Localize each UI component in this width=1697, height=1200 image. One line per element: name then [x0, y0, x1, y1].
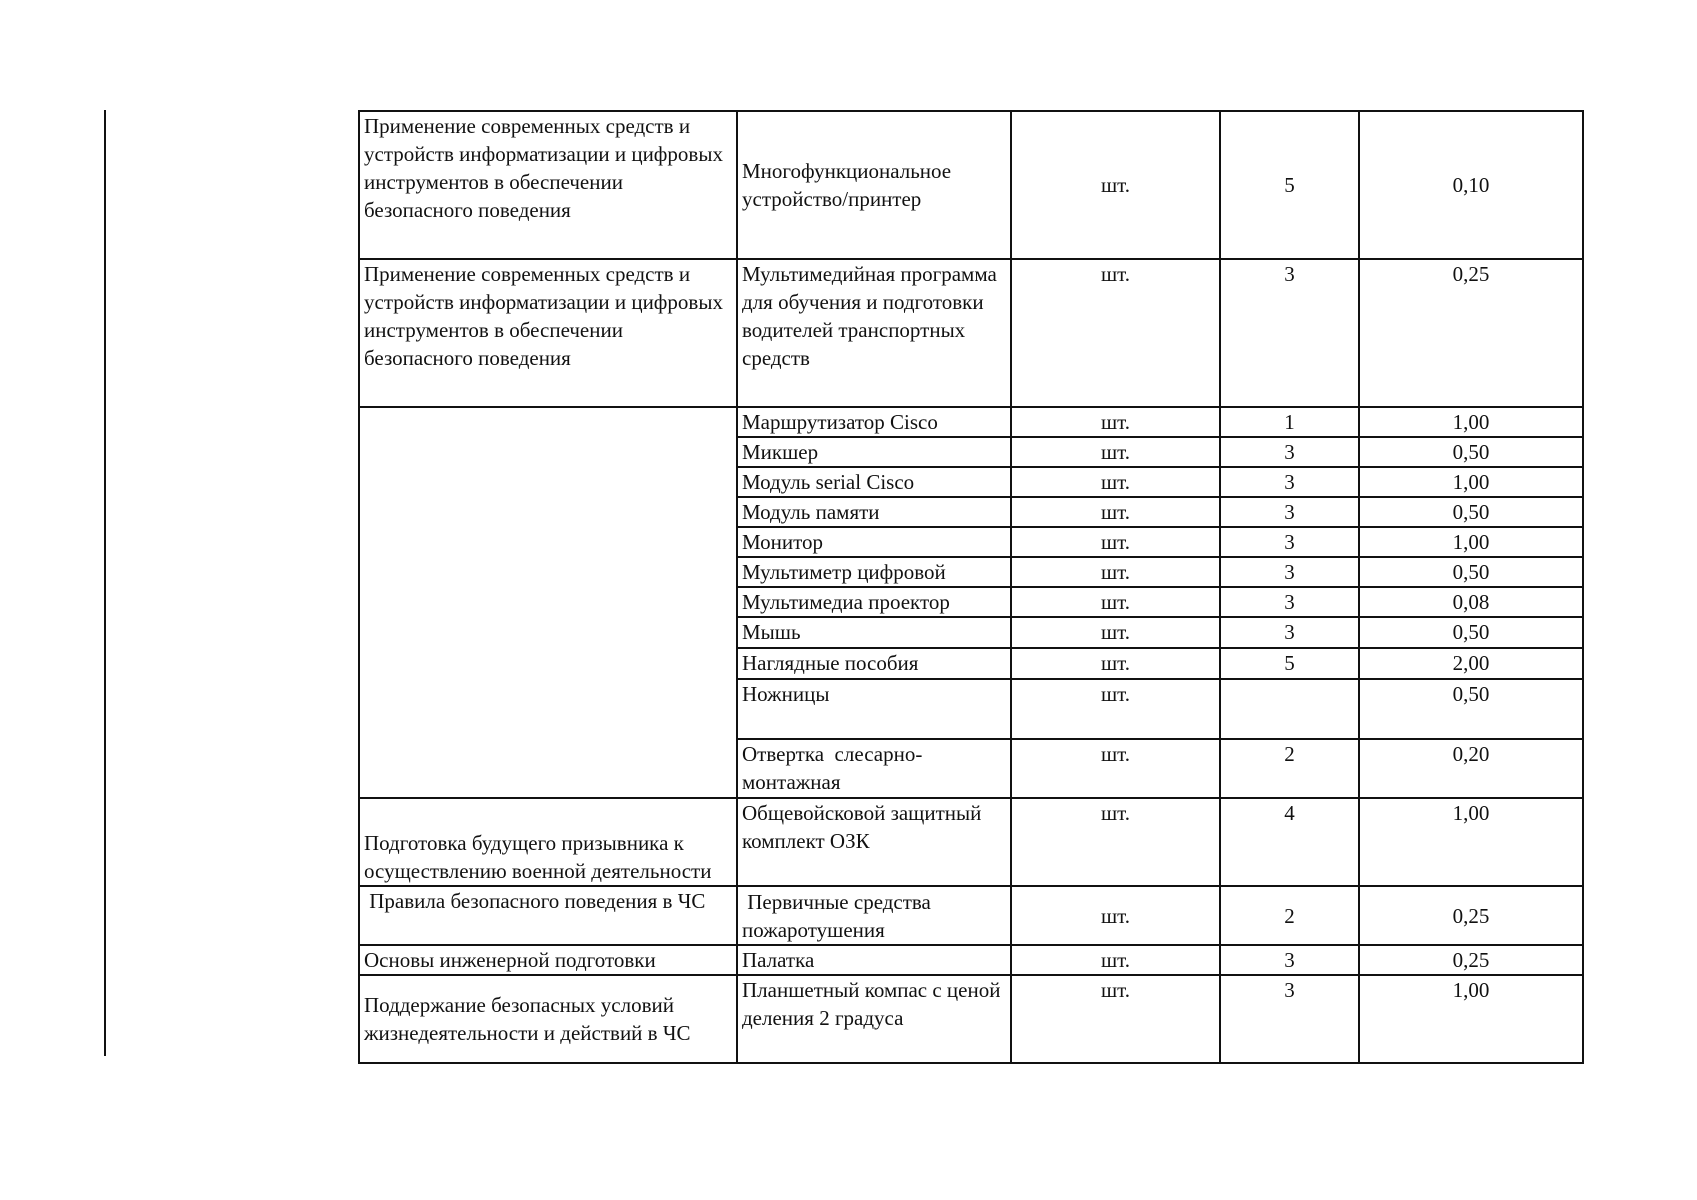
item-name-cell: Отвертка слесарно-монтажная [737, 739, 1011, 798]
coefficient-cell: 0,50 [1359, 557, 1583, 587]
unit-cell: шт. [1011, 886, 1220, 945]
quantity-cell: 5 [1220, 111, 1359, 259]
item-name-cell: Многофункциональное устройство/принтер [737, 111, 1011, 259]
section-cell: Применение современных средств и устройств информатизации и цифровых инструментов в обеспечении безопасного поведения [359, 111, 737, 259]
coefficient-cell: 0,08 [1359, 587, 1583, 617]
unit-cell: шт. [1011, 648, 1220, 679]
coefficient-cell: 0,25 [1359, 945, 1583, 975]
coefficient-cell: 1,00 [1359, 467, 1583, 497]
document-page [358, 110, 1584, 1064]
quantity-cell: 2 [1220, 739, 1359, 798]
coefficient-cell: 0,50 [1359, 617, 1583, 648]
unit-cell: шт. [1011, 798, 1220, 886]
item-name-cell: Мультимедиа проектор [737, 587, 1011, 617]
table-row [359, 945, 1583, 975]
section-cell: Применение современных средств и устройств информатизации и цифровых инструментов в обеспечении безопасного поведения [359, 259, 737, 407]
item-name-cell: Наглядные пособия [737, 648, 1011, 679]
item-name-cell: Монитор [737, 527, 1011, 557]
coefficient-cell: 0,20 [1359, 739, 1583, 798]
table-row [359, 259, 1583, 407]
unit-cell: шт. [1011, 587, 1220, 617]
table-row [359, 407, 1583, 437]
table-row [359, 975, 1583, 1063]
coefficient-cell: 1,00 [1359, 975, 1583, 1063]
coefficient-cell: 0,50 [1359, 497, 1583, 527]
equipment-table [358, 110, 1584, 1064]
quantity-cell: 3 [1220, 527, 1359, 557]
item-name-cell: Планшетный компас с ценой деления 2 градуса [737, 975, 1011, 1063]
quantity-cell: 3 [1220, 259, 1359, 407]
item-name-cell: Палатка [737, 945, 1011, 975]
unit-cell: шт. [1011, 739, 1220, 798]
item-name-cell: Модуль памяти [737, 497, 1011, 527]
coefficient-cell: 0,50 [1359, 437, 1583, 467]
section-cell: Основы инженерной подготовки [359, 945, 737, 975]
unit-cell: шт. [1011, 497, 1220, 527]
item-name-cell: Ножницы [737, 679, 1011, 739]
coefficient-cell: 1,00 [1359, 798, 1583, 886]
section-cell [359, 407, 737, 798]
item-name-cell: Мышь [737, 617, 1011, 648]
coefficient-cell: 0,10 [1359, 111, 1583, 259]
section-cell: Подготовка будущего призывника к осуществлению военной деятельности [359, 798, 737, 886]
quantity-cell: 3 [1220, 467, 1359, 497]
unit-cell: шт. [1011, 407, 1220, 437]
table-row [359, 111, 1583, 259]
quantity-cell [1220, 679, 1359, 739]
quantity-cell: 3 [1220, 557, 1359, 587]
quantity-cell: 3 [1220, 497, 1359, 527]
coefficient-cell: 1,00 [1359, 527, 1583, 557]
item-name-cell: Мультимедийная программа для обучения и подготовки водителей транспортных средств [737, 259, 1011, 407]
unit-cell: шт. [1011, 557, 1220, 587]
equipment-table-body [359, 111, 1583, 1063]
item-name-cell: Микшер [737, 437, 1011, 467]
unit-cell: шт. [1011, 527, 1220, 557]
coefficient-cell: 0,50 [1359, 679, 1583, 739]
coefficient-cell: 2,00 [1359, 648, 1583, 679]
quantity-cell: 5 [1220, 648, 1359, 679]
quantity-cell: 3 [1220, 587, 1359, 617]
unit-cell: шт. [1011, 617, 1220, 648]
unit-cell: шт. [1011, 679, 1220, 739]
page-margin-rule [104, 110, 106, 1056]
unit-cell: шт. [1011, 975, 1220, 1063]
quantity-cell: 3 [1220, 617, 1359, 648]
unit-cell: шт. [1011, 467, 1220, 497]
quantity-cell: 3 [1220, 975, 1359, 1063]
unit-cell: шт. [1011, 945, 1220, 975]
coefficient-cell: 1,00 [1359, 407, 1583, 437]
quantity-cell: 2 [1220, 886, 1359, 945]
unit-cell: шт. [1011, 437, 1220, 467]
coefficient-cell: 0,25 [1359, 259, 1583, 407]
item-name-cell: Мультиметр цифровой [737, 557, 1011, 587]
section-cell: Правила безопасного поведения в ЧС [359, 886, 737, 945]
quantity-cell: 3 [1220, 945, 1359, 975]
quantity-cell: 1 [1220, 407, 1359, 437]
table-row [359, 886, 1583, 945]
quantity-cell: 3 [1220, 437, 1359, 467]
coefficient-cell: 0,25 [1359, 886, 1583, 945]
item-name-cell: Модуль serial Cisco [737, 467, 1011, 497]
quantity-cell: 4 [1220, 798, 1359, 886]
item-name-cell: Маршрутизатор Cisco [737, 407, 1011, 437]
unit-cell: шт. [1011, 111, 1220, 259]
item-name-cell: Общевойсковой защитный комплект ОЗК [737, 798, 1011, 886]
table-row [359, 798, 1583, 886]
section-cell: Поддержание безопасных условий жизнедеятельности и действий в ЧС [359, 975, 737, 1063]
unit-cell: шт. [1011, 259, 1220, 407]
item-name-cell: Первичные средства пожаротушения [737, 886, 1011, 945]
